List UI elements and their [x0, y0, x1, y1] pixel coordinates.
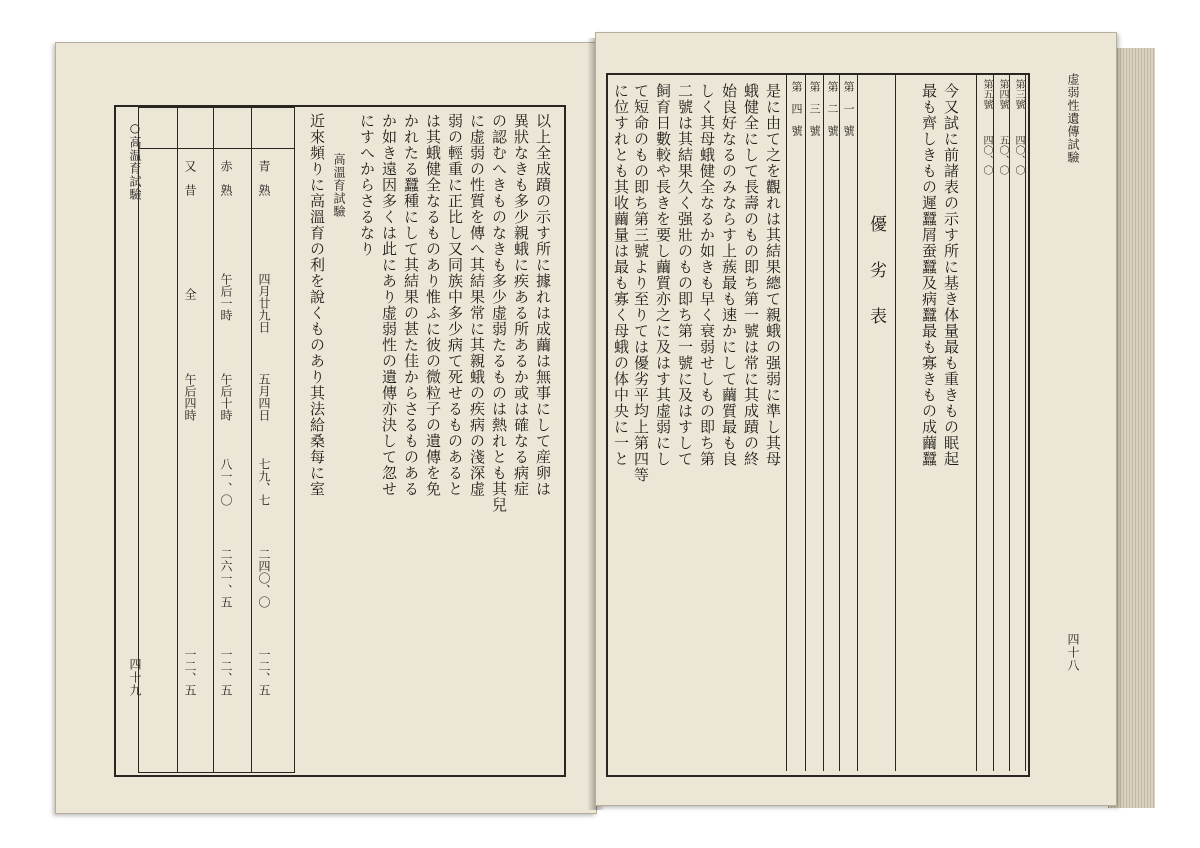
table-row-label: 第 一 號 [842, 81, 855, 136]
paragraph-line: にすへからさるなり [358, 113, 376, 257]
table-cell: 全 [183, 288, 197, 300]
page-number-right: 四十八 [1066, 633, 1080, 672]
paragraph-line: は其蛾健全なるものあり惟ふに彼の微粒子の遺傳を免 [424, 113, 442, 497]
table-cell: 午后四時 [183, 373, 197, 421]
paragraph-line: 是に由て之を觀れは其結果總て親蛾の强弱に準し其母 [764, 83, 782, 467]
paragraph-line: 始良好なるのみならす上蔟最も速かにして繭質最も良 [720, 83, 738, 467]
running-head-left: ○高温育試驗 [128, 121, 142, 201]
table-row-label: 第四號 [997, 79, 1008, 109]
table-cell: 午后十時 [219, 373, 233, 421]
running-head-right: 虚弱性遺傳試驗 [1066, 73, 1080, 164]
table-cell: 午后一時 [219, 273, 233, 321]
table-cell: 八一、〇 [219, 458, 233, 506]
paragraph-line: 二號は其結果久く强壯のもの即ち第一號に及はすして [676, 83, 694, 467]
table-row-label: 第 三 號 [808, 81, 821, 136]
paragraph-line: て短命のもの即ち第三號より至りては優劣平均上第四等 [632, 83, 650, 483]
previous-table-continued [976, 75, 1026, 771]
table-cell: 四〇、〇 [981, 135, 992, 175]
paragraph-line: しく其母蛾健全なるか如きも早く衰弱せしもの即ち第 [698, 83, 716, 467]
table-cell: 四〇、〇 [1013, 135, 1024, 175]
paragraph-line: か如き遠因多くは此にあり虚弱性の遺傳亦決して忽せ [380, 113, 398, 497]
table-cell: 二四〇、〇 [257, 548, 271, 608]
section-title: 高溫育試驗 [332, 153, 346, 218]
paragraph-line: かれたる蠶種にして其結果の甚た佳からさるものある [402, 113, 420, 497]
open-book [55, 28, 1155, 818]
table-cell: 一二、五 [257, 648, 271, 696]
table-row-label: 第 四 號 [790, 81, 803, 136]
table-cell: 一二、五 [219, 648, 233, 696]
paragraph-line: 飼育日數較や長きを要し繭質亦之に及はす其虚弱にし [654, 83, 672, 467]
table-row-label: 第三號 [1013, 79, 1024, 109]
paragraph-line: 以上全成蹟の示す所に據れは成繭は無事にして産卵は [534, 113, 552, 497]
yuretsu-table [786, 75, 896, 771]
paragraph-line: 近來頻りに高溫育の利を說くものあり其法給桑每に室 [308, 113, 326, 497]
paragraph-line: 異狀なきも多少親蛾に疾ある所あるか或は確なる病症 [512, 113, 530, 497]
page-number-left: 四十九 [128, 658, 142, 697]
table-title: 優 劣 表 [866, 215, 886, 330]
paragraph-line: 今又試に前諸表の示す所に基き体量最も重きもの眠起 [942, 83, 960, 467]
table-cell: 二六一、五 [219, 548, 233, 608]
table-row-label: 第五號 [981, 79, 992, 109]
table-row-label: 第 二 號 [826, 81, 839, 136]
table-cell: 五月四日 [257, 373, 271, 421]
table-row-label: 青 熟 [257, 160, 271, 196]
paragraph-line: 弱の輕重に正比し又同族中多少病て死せるものあると [446, 113, 464, 497]
first-instar-table [138, 107, 295, 773]
table-row-label: 赤 熟 [219, 160, 233, 196]
table-cell: 五〇、〇 [997, 135, 1008, 175]
paragraph-line: 蛾健全にして長壽のもの即ち第一號は常に其成蹟の終 [742, 83, 760, 467]
paragraph-line: に位すれとも其收繭量は最も寡く母蛾の体中央に一と [612, 83, 630, 467]
table-cell: 四月廿九日 [257, 273, 271, 333]
paragraph-line: 最も齊しきもの遲蠶屑蚕蠶及病蠶最も寡きもの成繭蠶 [920, 83, 938, 467]
paragraph-line: の認むへきものなきも多少虚弱たるものは熱れとも其兒 [490, 113, 508, 513]
left-page [55, 42, 597, 814]
table-row-label: 又 昔 [183, 160, 197, 196]
paragraph-line: に虚弱の性質を傳へ其結果常に其親蛾の疾病の淺深虚 [468, 113, 486, 497]
table-cell: 七九、七 [257, 458, 271, 506]
right-page [595, 32, 1117, 806]
table-cell: 一二、五 [183, 648, 197, 696]
